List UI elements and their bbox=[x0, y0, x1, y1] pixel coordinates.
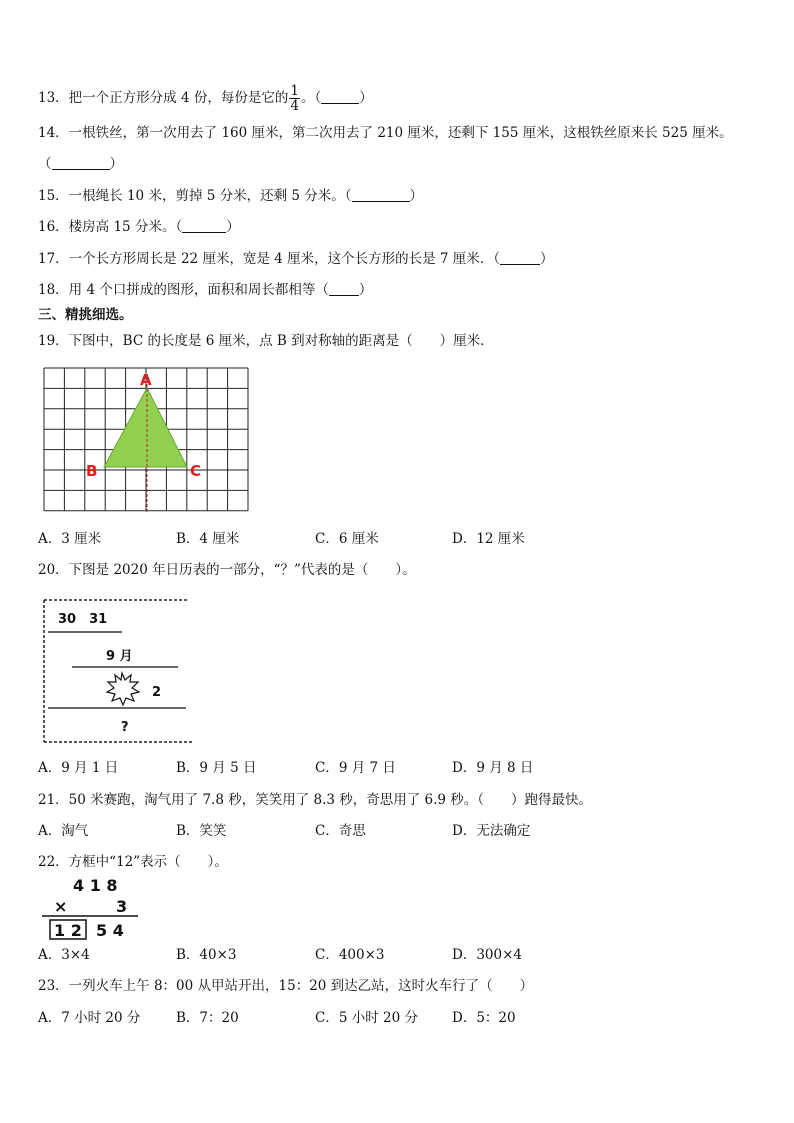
answer-blank-14[interactable] bbox=[52, 155, 110, 170]
q15-text: 15．一根绳长 10 米，剪掉 5 分米，还剩 5 分米。（ bbox=[38, 188, 352, 204]
question-22: 22．方框中“12”表示（ ）。 bbox=[38, 854, 228, 870]
question-19: 19．下图中，BC 的长度是 6 厘米，点 B 到对称轴的距离是（ ）厘米． bbox=[38, 333, 494, 349]
triangle-abc bbox=[104, 388, 187, 467]
q19-option-a[interactable]: A．3 厘米 bbox=[38, 531, 102, 547]
q22-option-c[interactable]: C．400×3 bbox=[315, 947, 385, 963]
question-14: 14．一根铁丝，第一次用去了 160 厘米，第二次用去了 210 厘米，还剩下 155 厘米，这根铁丝原来长 525 厘米。 bbox=[38, 125, 733, 141]
question-13 bbox=[38, 84, 373, 113]
q20-option-d[interactable]: D．9 月 8 日 bbox=[452, 760, 534, 776]
label-a: A bbox=[140, 371, 152, 389]
fraction-numerator: 1 bbox=[290, 83, 299, 99]
q19-option-d[interactable]: D．12 厘米 bbox=[452, 531, 525, 547]
calendar-figure bbox=[38, 592, 194, 746]
question-21: 21．50 米赛跑，淘气用了 7.8 秒，笑笑用了 8.3 秒，奇思用了 6.9 秒。（ ）跑得最快。 bbox=[38, 792, 593, 808]
q13-text: 13．把一个正方形分成 4 份，每份是它的 bbox=[38, 90, 289, 106]
q23-option-d[interactable]: D．5：20 bbox=[452, 1010, 516, 1026]
mult-top: 4 1 8 bbox=[73, 876, 118, 895]
answer-blank-13[interactable] bbox=[321, 89, 359, 104]
cal-row1: 30 31 bbox=[58, 612, 108, 627]
q23-option-c[interactable]: C．5 小时 20 分 bbox=[315, 1010, 418, 1026]
answer-blank-17[interactable] bbox=[500, 250, 540, 265]
q19-option-b[interactable]: B．4 厘米 bbox=[176, 531, 240, 547]
q21-option-d[interactable]: D．无法确定 bbox=[452, 823, 531, 839]
q22-option-d[interactable]: D．300×4 bbox=[452, 947, 522, 963]
q21-option-a[interactable]: A．淘气 bbox=[38, 823, 89, 839]
q20-option-a[interactable]: A．9 月 1 日 bbox=[38, 760, 119, 776]
question-20: 20．下图是 2020 年日历表的一部分，“？”代表的是（ ）。 bbox=[38, 562, 416, 578]
cal-two: 2 bbox=[152, 685, 162, 700]
q18-close: ） bbox=[358, 282, 373, 298]
question-17 bbox=[38, 250, 554, 268]
answer-blank-16[interactable] bbox=[182, 218, 226, 233]
q20-option-b[interactable]: B．9 月 5 日 bbox=[176, 760, 257, 776]
mult-bottom: 3 bbox=[116, 897, 128, 916]
starburst-icon bbox=[107, 673, 139, 705]
cal-question: ? bbox=[121, 720, 129, 735]
mult-boxed: 1 2 bbox=[54, 921, 82, 940]
section-heading: 三、精挑细选。 bbox=[38, 307, 133, 323]
q13-close: ） bbox=[359, 90, 373, 106]
q21-option-c[interactable]: C．奇思 bbox=[315, 823, 366, 839]
q20-option-c[interactable]: C．9 月 7 日 bbox=[315, 760, 396, 776]
triangle-grid-figure bbox=[42, 366, 250, 512]
q17-text: 17．一个长方形周长是 22 厘米，宽是 4 厘米，这个长方形的长是 7 厘米．（ bbox=[38, 251, 501, 267]
answer-blank-18[interactable] bbox=[329, 281, 359, 296]
q13-open: 。（ bbox=[300, 90, 322, 106]
question-23: 23．一列火车上午 8：00 从甲站开出，15：20 到达乙站，这时火车行了（ ） bbox=[38, 978, 534, 994]
q14-close: ） bbox=[109, 156, 123, 172]
q14-open: （ bbox=[38, 156, 52, 172]
q15-close: ） bbox=[409, 188, 424, 204]
multiplication-figure bbox=[40, 874, 144, 942]
mult-sign: × bbox=[54, 897, 68, 916]
mult-rest: 5 4 bbox=[96, 921, 124, 940]
q16-close: ） bbox=[226, 219, 240, 235]
question-16 bbox=[38, 218, 240, 236]
fraction-denominator: 4 bbox=[290, 98, 299, 114]
label-b: B bbox=[86, 462, 98, 480]
q16-text: 16．楼房高 15 分米。（ bbox=[38, 219, 183, 235]
q22-option-a[interactable]: A．3×4 bbox=[38, 947, 90, 963]
cal-month: 9 月 bbox=[106, 649, 133, 664]
q19-option-c[interactable]: C．6 厘米 bbox=[315, 531, 379, 547]
answer-blank-15[interactable] bbox=[352, 187, 410, 202]
q18-text: 18．用 4 个口拼成的图形，面积和周长都相等（ bbox=[38, 282, 329, 298]
fraction bbox=[289, 84, 300, 113]
q17-close: ） bbox=[540, 251, 554, 267]
question-14-answer bbox=[38, 155, 123, 173]
q23-option-a[interactable]: A．7 小时 20 分 bbox=[38, 1010, 141, 1026]
q23-option-b[interactable]: B．7：20 bbox=[176, 1010, 239, 1026]
question-15 bbox=[38, 187, 423, 205]
q22-option-b[interactable]: B．40×3 bbox=[176, 947, 237, 963]
q21-option-b[interactable]: B．笑笑 bbox=[176, 823, 227, 839]
question-18 bbox=[38, 281, 372, 299]
label-c: C bbox=[190, 462, 202, 480]
